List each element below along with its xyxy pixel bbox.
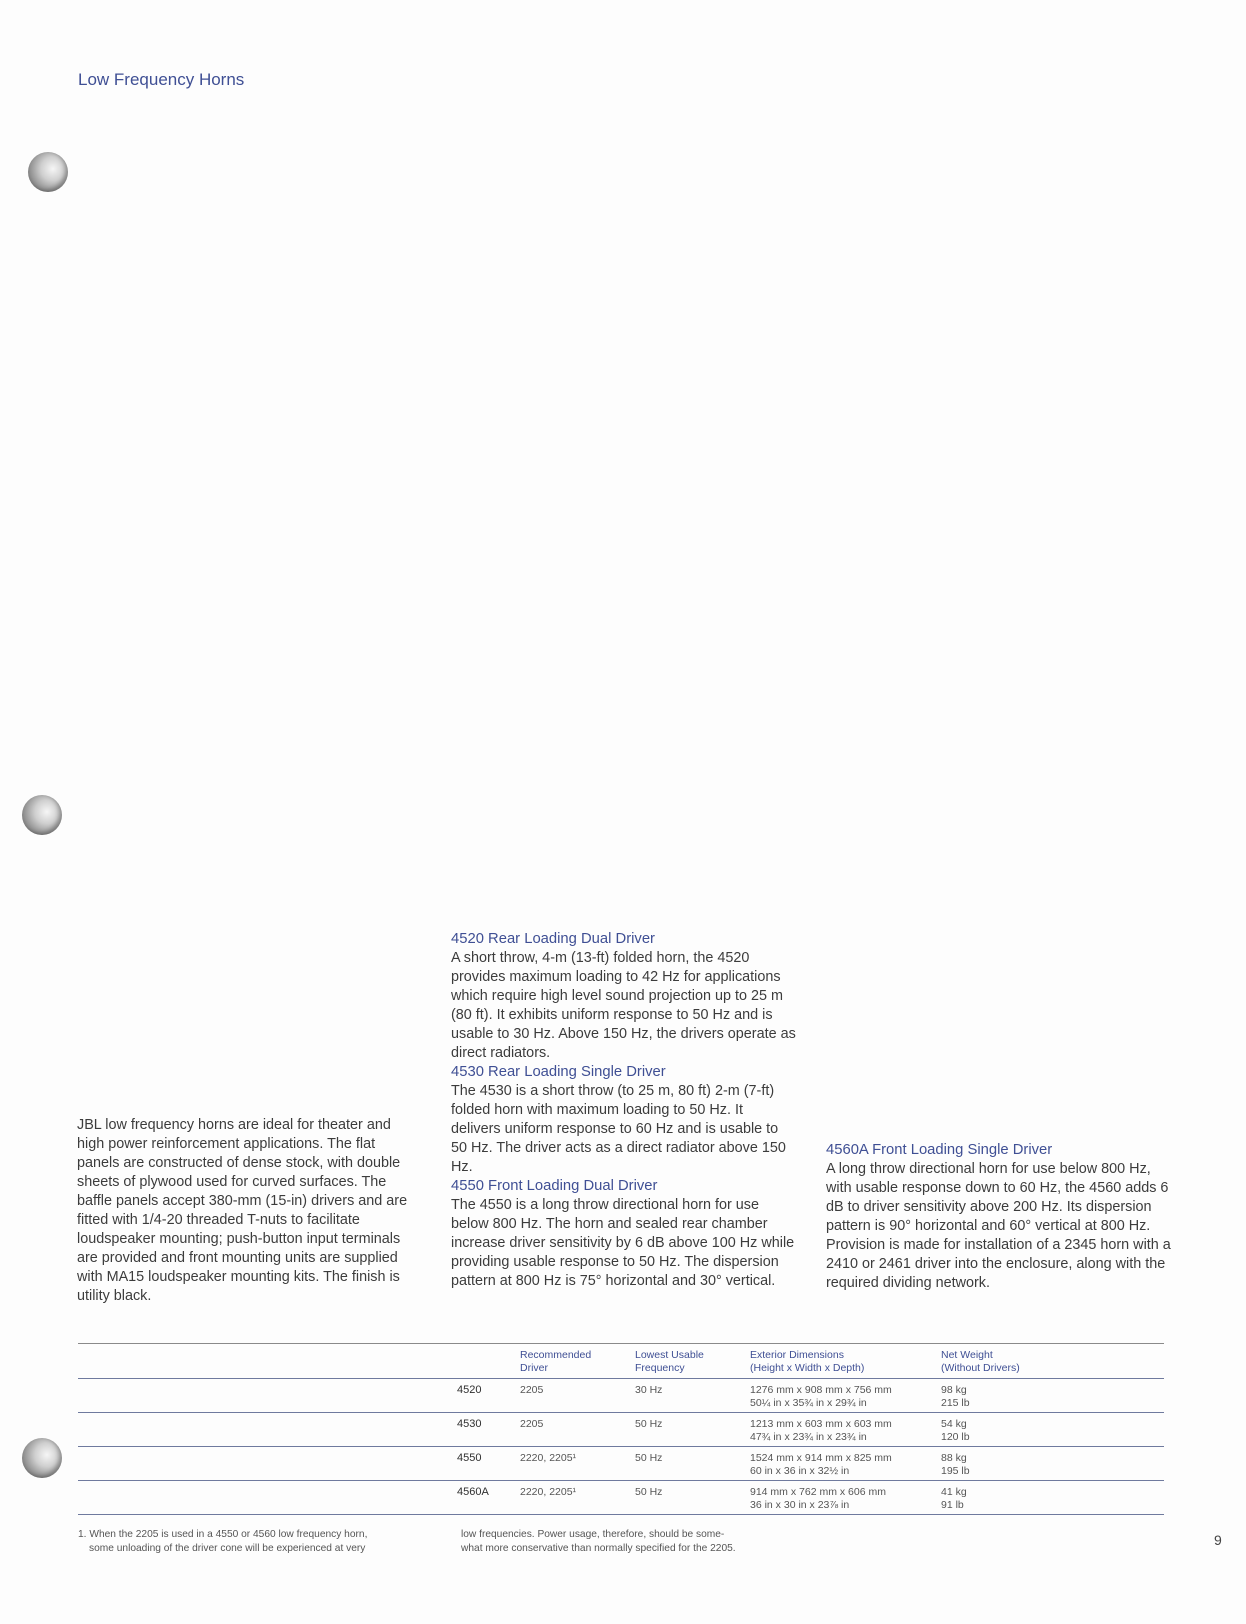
- middle-column: [451, 930, 796, 1291]
- cell-weight-kg: 98 kg: [941, 1384, 967, 1396]
- section-title-4520: 4520 Rear Loading Dual Driver: [451, 931, 655, 947]
- footnote-line4: what more conservative than normally specified for the 2205.: [461, 1543, 736, 1554]
- cell-frequency: 50 Hz: [631, 1447, 746, 1481]
- cell-driver: 2220, 2205¹: [516, 1481, 631, 1515]
- row-blank: [78, 1379, 453, 1413]
- section-body-4530: The 4530 is a short throw (to 25 m, 80 ft) 2-m (7-ft) folded horn with maximum loading to 50 Hz. It delivers uniform response to 60 Hz and is usable to 50 Hz. The driver acts as a direct radiator above 150 Hz.: [451, 1083, 786, 1175]
- section-body-4560a: A long throw directional horn for use below 800 Hz, with usable response down to 60 Hz, the 4560 adds 6 dB to driver sensitivity above 200 Hz. Its dispersion pattern is 90° horizontal and 60° vertical at 800 Hz. Provision is made for installation of a 2345 horn with a 2410 or 2461 driver into the enclosure, along with the required dividing network.: [826, 1161, 1171, 1291]
- header-driver-line1: Recommended: [520, 1349, 592, 1361]
- header-weight-line2: (Without Drivers): [941, 1362, 1020, 1374]
- footnote-line2: some unloading of the driver cone will be experienced at very: [89, 1543, 366, 1554]
- cell-model: 4560A: [453, 1481, 516, 1515]
- header-dimensions: [746, 1344, 937, 1379]
- header-frequency: [631, 1344, 746, 1379]
- table-row: [78, 1481, 1164, 1515]
- cell-dimensions: [746, 1413, 937, 1447]
- section-body-4550: The 4550 is a long throw directional horn for use below 800 Hz. The horn and sealed rear chamber increase driver sensitivity by 6 dB above 100 Hz while providing usable response to 50 Hz. The dispersion pattern at 800 Hz is 75° horizontal and 30° vertical.: [451, 1197, 795, 1289]
- cell-weight: [937, 1413, 1164, 1447]
- cell-weight-lb: 195 lb: [941, 1465, 970, 1477]
- intro-paragraph: JBL low frequency horns are ideal for theater and high power reinforcement applications. The flat panels are constructed of dense stock, with double sheets of plywood used for curved surfaces. The baffle panels accept 380-mm (15-in) drivers and are fitted with 1/4-20 threaded T-nuts to facilitate loudspeaker mounting; push-button input terminals are provided and front mounting units are supplied with MA15 loudspeaker mounting kits. The finish is utility black.: [77, 1117, 408, 1304]
- intro-column: [77, 1116, 417, 1306]
- header-driver-line2: Driver: [520, 1362, 548, 1374]
- cell-model: 4520: [453, 1379, 516, 1413]
- header-blank: [78, 1344, 453, 1379]
- cell-weight-kg: 54 kg: [941, 1418, 967, 1430]
- cell-frequency: 30 Hz: [631, 1379, 746, 1413]
- right-column: [826, 1141, 1171, 1293]
- header-weight-line1: Net Weight: [941, 1349, 993, 1361]
- page-header: Low Frequency Horns: [78, 70, 245, 89]
- cell-frequency: 50 Hz: [631, 1413, 746, 1447]
- table-row: [78, 1413, 1164, 1447]
- section-body-4520: A short throw, 4-m (13-ft) folded horn, the 4520 provides maximum loading to 42 Hz for applications which require high level sound projection up to 25 m (80 ft). It exhibits uniform response to 50 Hz and is usable to 30 Hz. Above 150 Hz, the drivers operate as direct radiators.: [451, 950, 796, 1061]
- row-blank: [78, 1481, 453, 1515]
- header-weight: [937, 1344, 1164, 1379]
- cell-dims-imperial: 50¼ in x 35¾ in x 29¾ in: [750, 1397, 867, 1409]
- row-blank: [78, 1413, 453, 1447]
- cell-weight-lb: 215 lb: [941, 1397, 970, 1409]
- cell-dimensions: [746, 1379, 937, 1413]
- footnote-part1: [78, 1528, 418, 1556]
- cell-weight-kg: 88 kg: [941, 1452, 967, 1464]
- cell-weight-lb: 91 lb: [941, 1499, 964, 1511]
- header-freq-line1: Lowest Usable: [635, 1349, 704, 1361]
- cell-dims-imperial: 47¾ in x 23¾ in x 23¾ in: [750, 1431, 867, 1443]
- section-title-4550: 4550 Front Loading Dual Driver: [451, 1178, 658, 1194]
- table-row: [78, 1447, 1164, 1481]
- header-dims-line2: (Height x Width x Depth): [750, 1362, 865, 1374]
- cell-dims-imperial: 60 in x 36 in x 32½ in: [750, 1465, 850, 1477]
- binder-hole-middle: [22, 795, 62, 835]
- cell-weight: [937, 1447, 1164, 1481]
- cell-driver: 2205: [516, 1379, 631, 1413]
- table-row: [78, 1379, 1164, 1413]
- table-header-row: [78, 1344, 1164, 1379]
- header-model: [453, 1344, 516, 1379]
- cell-driver: 2220, 2205¹: [516, 1447, 631, 1481]
- header-dims-line1: Exterior Dimensions: [750, 1349, 844, 1361]
- header-driver: [516, 1344, 631, 1379]
- cell-dimensions: [746, 1481, 937, 1515]
- footnote-line1: 1. When the 2205 is used in a 4550 or 4560 low frequency horn,: [78, 1529, 368, 1540]
- cell-driver: 2205: [516, 1413, 631, 1447]
- cell-dims-metric: 1213 mm x 603 mm x 603 mm: [750, 1418, 892, 1430]
- cell-model: 4530: [453, 1413, 516, 1447]
- footnote-line3: low frequencies. Power usage, therefore, should be some-: [461, 1529, 725, 1540]
- cell-model: 4550: [453, 1447, 516, 1481]
- cell-dims-metric: 1524 mm x 914 mm x 825 mm: [750, 1452, 892, 1464]
- cell-weight: [937, 1379, 1164, 1413]
- specifications-table: [78, 1343, 1164, 1515]
- footnote-part2: [461, 1528, 801, 1556]
- header-freq-line2: Frequency: [635, 1362, 685, 1374]
- cell-dims-imperial: 36 in x 30 in x 23⅞ in: [750, 1499, 850, 1511]
- binder-hole-bottom: [22, 1438, 62, 1478]
- page-number: 9: [1214, 1532, 1222, 1548]
- cell-dims-metric: 914 mm x 762 mm x 606 mm: [750, 1486, 886, 1498]
- row-blank: [78, 1447, 453, 1481]
- cell-frequency: 50 Hz: [631, 1481, 746, 1515]
- section-title-4560a: 4560A Front Loading Single Driver: [826, 1142, 1053, 1158]
- cell-weight-kg: 41 kg: [941, 1486, 967, 1498]
- section-title-4530: 4530 Rear Loading Single Driver: [451, 1064, 666, 1080]
- cell-weight: [937, 1481, 1164, 1515]
- cell-dims-metric: 1276 mm x 908 mm x 756 mm: [750, 1384, 892, 1396]
- cell-weight-lb: 120 lb: [941, 1431, 970, 1443]
- cell-dimensions: [746, 1447, 937, 1481]
- binder-hole-top: [28, 152, 68, 192]
